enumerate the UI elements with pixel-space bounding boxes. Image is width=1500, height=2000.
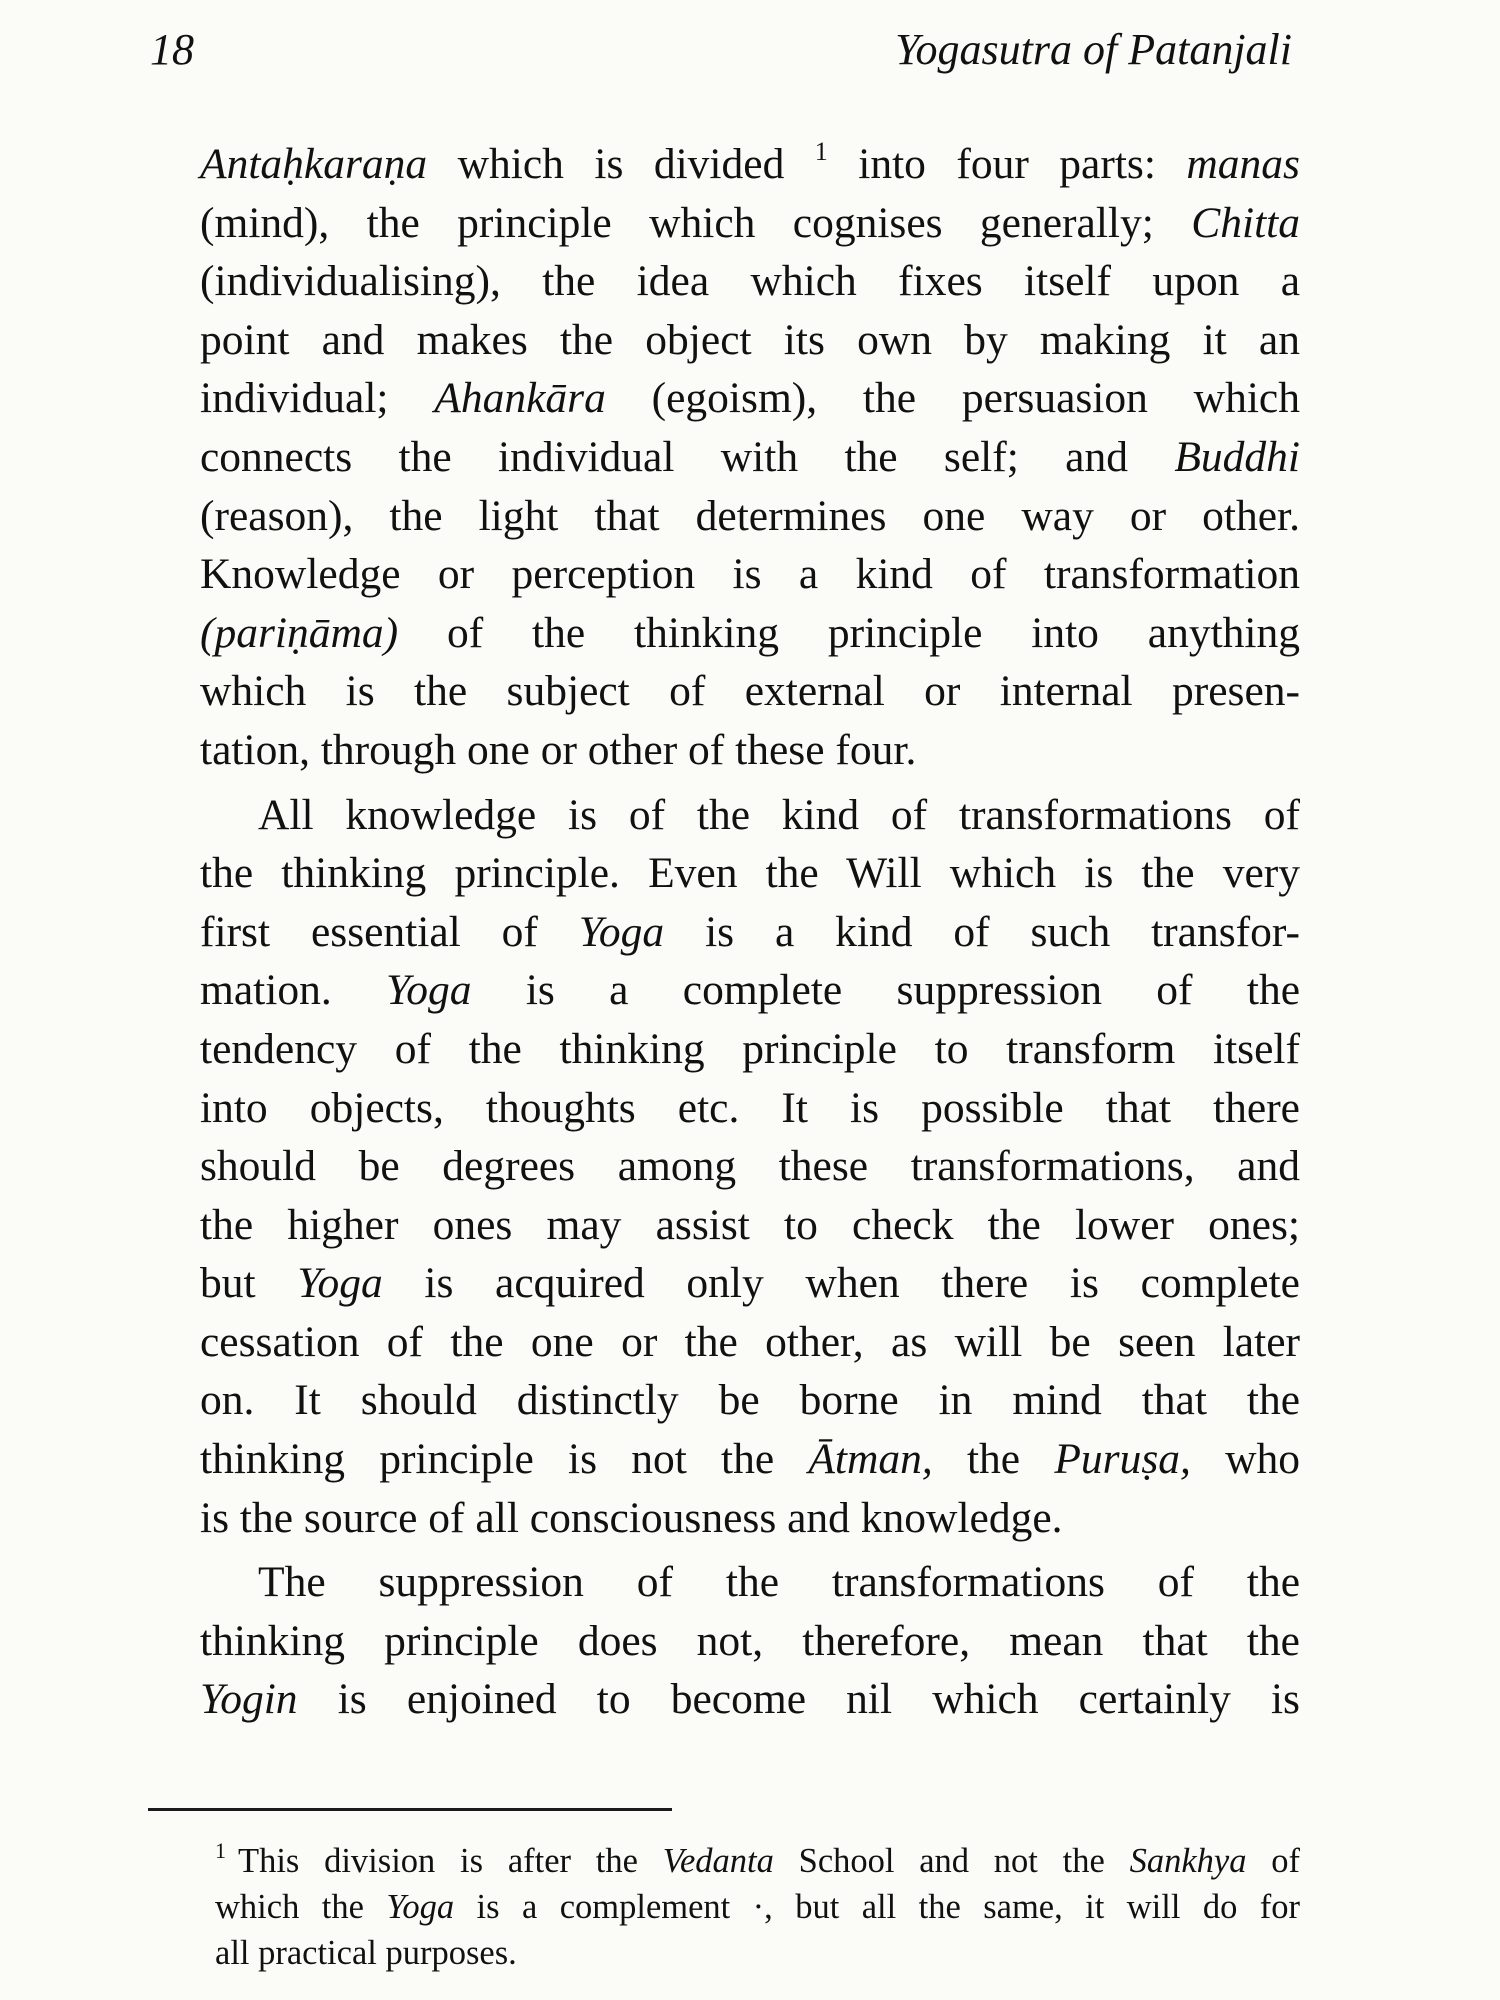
text-line: into objects, thoughts etc. It is possible that there [200, 1083, 1300, 1132]
text-line: the thinking principle. Even the Will which is the very [200, 849, 1300, 898]
page-number: 18 [150, 25, 194, 74]
term-ahankara: Ahankāra [434, 374, 606, 423]
text-line: Knowledge or perception is a kind of transformation [200, 550, 1300, 599]
term-buddhi: Buddhi [1174, 432, 1300, 481]
text-line: (pariṇāma) of the thinking principle into anything [200, 608, 1300, 657]
footnote-line: which the Yoga is a complement ·, but all the same, it will do for [215, 1888, 1301, 1926]
text-line: point and makes the object its own by making it an [200, 315, 1300, 364]
text-line: but Yoga is acquired only when there is complete [200, 1259, 1300, 1308]
term-purusa: Puruṣa, [1054, 1435, 1191, 1484]
term-manas: manas [1186, 140, 1300, 188]
text-line: first essential of Yoga is a kind of such transfor- [200, 907, 1300, 956]
text-line: on. It should distinctly be borne in mind that the [200, 1376, 1300, 1425]
footnote-line: all practical purposes. [215, 1934, 517, 1972]
term-parinama: (pariṇāma) [200, 608, 399, 657]
text-line: should be degrees among these transformations, and [200, 1142, 1300, 1191]
paragraph-3 [200, 1553, 1300, 1729]
footnote-rule [148, 1808, 672, 1811]
text-line: tendency of the thinking principle to transform itself [200, 1024, 1300, 1073]
text-line: the higher ones may assist to check the lower ones; [200, 1200, 1300, 1249]
text-line: Antaḥkaraṇa which is divided $^1$ into four parts: manas [200, 137, 1300, 188]
footnote-line: $^1$ This division is after the Vedanta School and not the Sankhya of [215, 1838, 1300, 1880]
text-line: thinking principle does not, therefore, mean that the [200, 1616, 1300, 1665]
text-line: Yogin is enjoined to become nil which certainly is [200, 1675, 1300, 1724]
text-line: mation. Yoga is a complete suppression of the [200, 966, 1300, 1015]
footnote-ref: 1 [814, 137, 828, 166]
body-text [200, 135, 1300, 1729]
term-yoga: Yoga [578, 907, 665, 956]
paragraph-2 [200, 786, 1300, 1548]
footnote-mark: 1 [215, 1838, 226, 1863]
paragraph-1 [200, 135, 1300, 780]
footnote [215, 1838, 1300, 1976]
term-atman: Ātman, [808, 1435, 933, 1484]
text-line: (reason), the light that determines one way or other. [200, 491, 1300, 540]
text-line: which is the subject of external or internal presen- [200, 667, 1300, 716]
text-line: (individualising), the idea which fixes itself upon a [200, 257, 1300, 306]
term-antahkarana: Antaḥkaraṇa [200, 140, 428, 188]
term-yoga: Yoga [386, 1888, 455, 1926]
text-line: individual; Ahankāra (egoism), the persuasion which [200, 374, 1300, 423]
term-yogin: Yogin [200, 1675, 298, 1724]
term-yoga: Yoga [297, 1259, 383, 1308]
text-line: is the source of all consciousness and knowledge. [200, 1493, 1063, 1542]
term-sankhya: Sankhya [1129, 1842, 1247, 1880]
term-vedanta: Vedanta [662, 1842, 774, 1880]
text-line: All knowledge is of the kind of transformations of [258, 790, 1300, 839]
text-line: The suppression of the transformations of the [258, 1558, 1300, 1607]
term-yoga: Yoga [386, 966, 472, 1015]
text-line: cessation of the one or the other, as will be seen later [200, 1317, 1300, 1366]
text-line: connects the individual with the self; and Buddhi [200, 432, 1300, 481]
text-line: (mind), the principle which cognises generally; Chitta [200, 198, 1300, 247]
term-chitta: Chitta [1191, 198, 1300, 247]
running-title: Yogasutra of Patanjali [895, 25, 1292, 74]
text-line: tation, through one or other of these four. [200, 725, 917, 774]
text-line: thinking principle is not the Ātman, the Puruṣa, who [200, 1435, 1300, 1484]
